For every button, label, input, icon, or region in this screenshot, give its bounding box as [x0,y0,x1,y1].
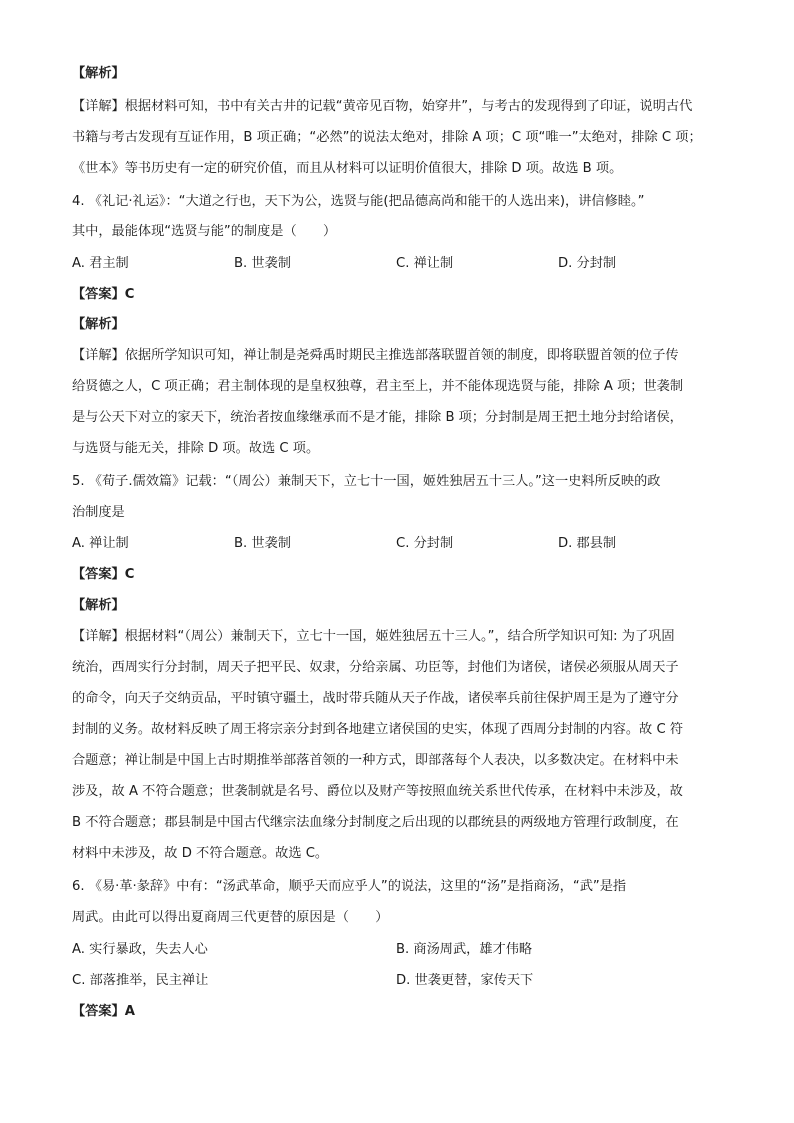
q4-stem-line: 其中，最能体现“选贤与能”的制度是（ ） [72,224,337,239]
q5-detail-line: 【详解】根据材料“（周公）兼制天下，立七十一国，姬姓独居五十三人。”，结合所学知识可知: 为了巩固 [72,629,675,644]
q6-stem-line: 6. 《易·革·彖辞》中有：“汤武革命，顺乎天而应乎人”的说法，这里的“汤”是指商汤，“武”是指 [72,879,627,894]
q6-option-d: D. 世袭更替，家传天下 [396,973,534,988]
q3-analysis-tag: 【解析】 [72,66,125,81]
q5-detail-line: 封制的义务。故材料反映了周王将宗亲分封到各地建立诸侯国的史实，体现了西周分封制的内容。故 C 符 [72,722,684,737]
q5-stem-line: 5. 《荀子.儒效篇》记载：“（周公）兼制天下，立七十一国，姬姓独居五十三人。”这一史料所反映的政 [72,474,661,489]
q4-detail-line: 【详解】依据所学知识可知，禅让制是尧舜禹时期民主推选部落联盟首领的制度，即将联盟首领的位子传 [72,348,679,363]
q5-detail-line: 材料中未涉及，故 D 不符合题意。故选 C。 [72,846,329,861]
q4-answer: 【答案】C [72,287,135,302]
q4-detail-line: 给贤德之人，C 项正确；君主制体现的是皇权独尊，君主至上，并不能体现选贤与能，排除 A 项；世袭制 [72,379,684,394]
q4-detail-line: 与选贤与能无关，排除 D 项。故选 C 项。 [72,441,320,456]
q6-answer: 【答案】A [72,1004,135,1019]
q6-option-c: C. 部落推举，民主禅让 [72,973,209,988]
q6-option-b: B. 商汤周武，雄才伟略 [396,942,533,957]
q3-detail-line: 《世本》等书历史有一定的研究价值，而且从材料可以证明价值很大，排除 D 项。故选 B 项。 [72,161,623,176]
q3-detail-line: 书籍与考古发现有互证作用，B 项正确；“必然”的说法太绝对，排除 A 项；C 项“唯一”太绝对，排除 C 项； [72,130,702,145]
q5-analysis-tag: 【解析】 [72,598,125,613]
q4-stem-line: 4. 《礼记·礼运》：“大道之行也，天下为公，选贤与能(把品德高尚和能干的人选出来)，讲信修睦。” [72,194,645,209]
q5-detail-line: 统治，西周实行分封制，周天子把平民、奴隶，分给亲属、功臣等，封他们为诸侯，诸侯必须服从周天子 [72,660,679,675]
q4-option-c: C. 禅让制 [396,256,454,271]
q5-option-a: A. 禅让制 [72,536,129,551]
q4-option-b: B. 世袭制 [234,256,291,271]
q4-analysis-tag: 【解析】 [72,317,125,332]
q4-option-d: D. 分封制 [558,256,617,271]
q6-stem-line: 周武。由此可以得出夏商周三代更替的原因是（ ） [72,910,389,925]
q6-option-a: A. 实行暴政，失去人心 [72,942,208,957]
q5-option-b: B. 世袭制 [234,536,291,551]
q5-stem-line: 治制度是 [72,505,125,520]
q4-detail-line: 是与公天下对立的家天下，统治者按血缘继承而不是才能，排除 B 项；分封制是周王把土地分封给诸侯， [72,410,683,425]
q4-option-a: A. 君主制 [72,256,129,271]
q5-answer: 【答案】C [72,567,135,582]
q5-option-c: C. 分封制 [396,536,454,551]
q5-option-d: D. 郡县制 [558,536,617,551]
q5-detail-line: 合题意；禅让制是中国上古时期推举部落首领的一种方式，即部落每个人表决，以多数决定。在材料中未 [72,753,679,768]
q5-detail-line: 涉及，故 A 不符合题意；世袭制就是名号、爵位以及财产等按照血统关系世代传承，在材料中未涉及，故 [72,784,683,799]
q5-detail-line: B 不符合题意；郡县制是中国古代继宗法血缘分封制度之后出现的以郡统县的两级地方管理行政制度，在 [72,815,679,830]
q3-detail-line: 【详解】根据材料可知，书中有关古井的记载“黄帝见百物，始穿井”，与考古的发现得到了印证，说明古代 [72,99,693,114]
q5-detail-line: 的命令，向天子交纳贡品，平时镇守疆土，战时带兵随从天子作战，诸侯率兵前往保护周王是为了遵守分 [72,691,679,706]
